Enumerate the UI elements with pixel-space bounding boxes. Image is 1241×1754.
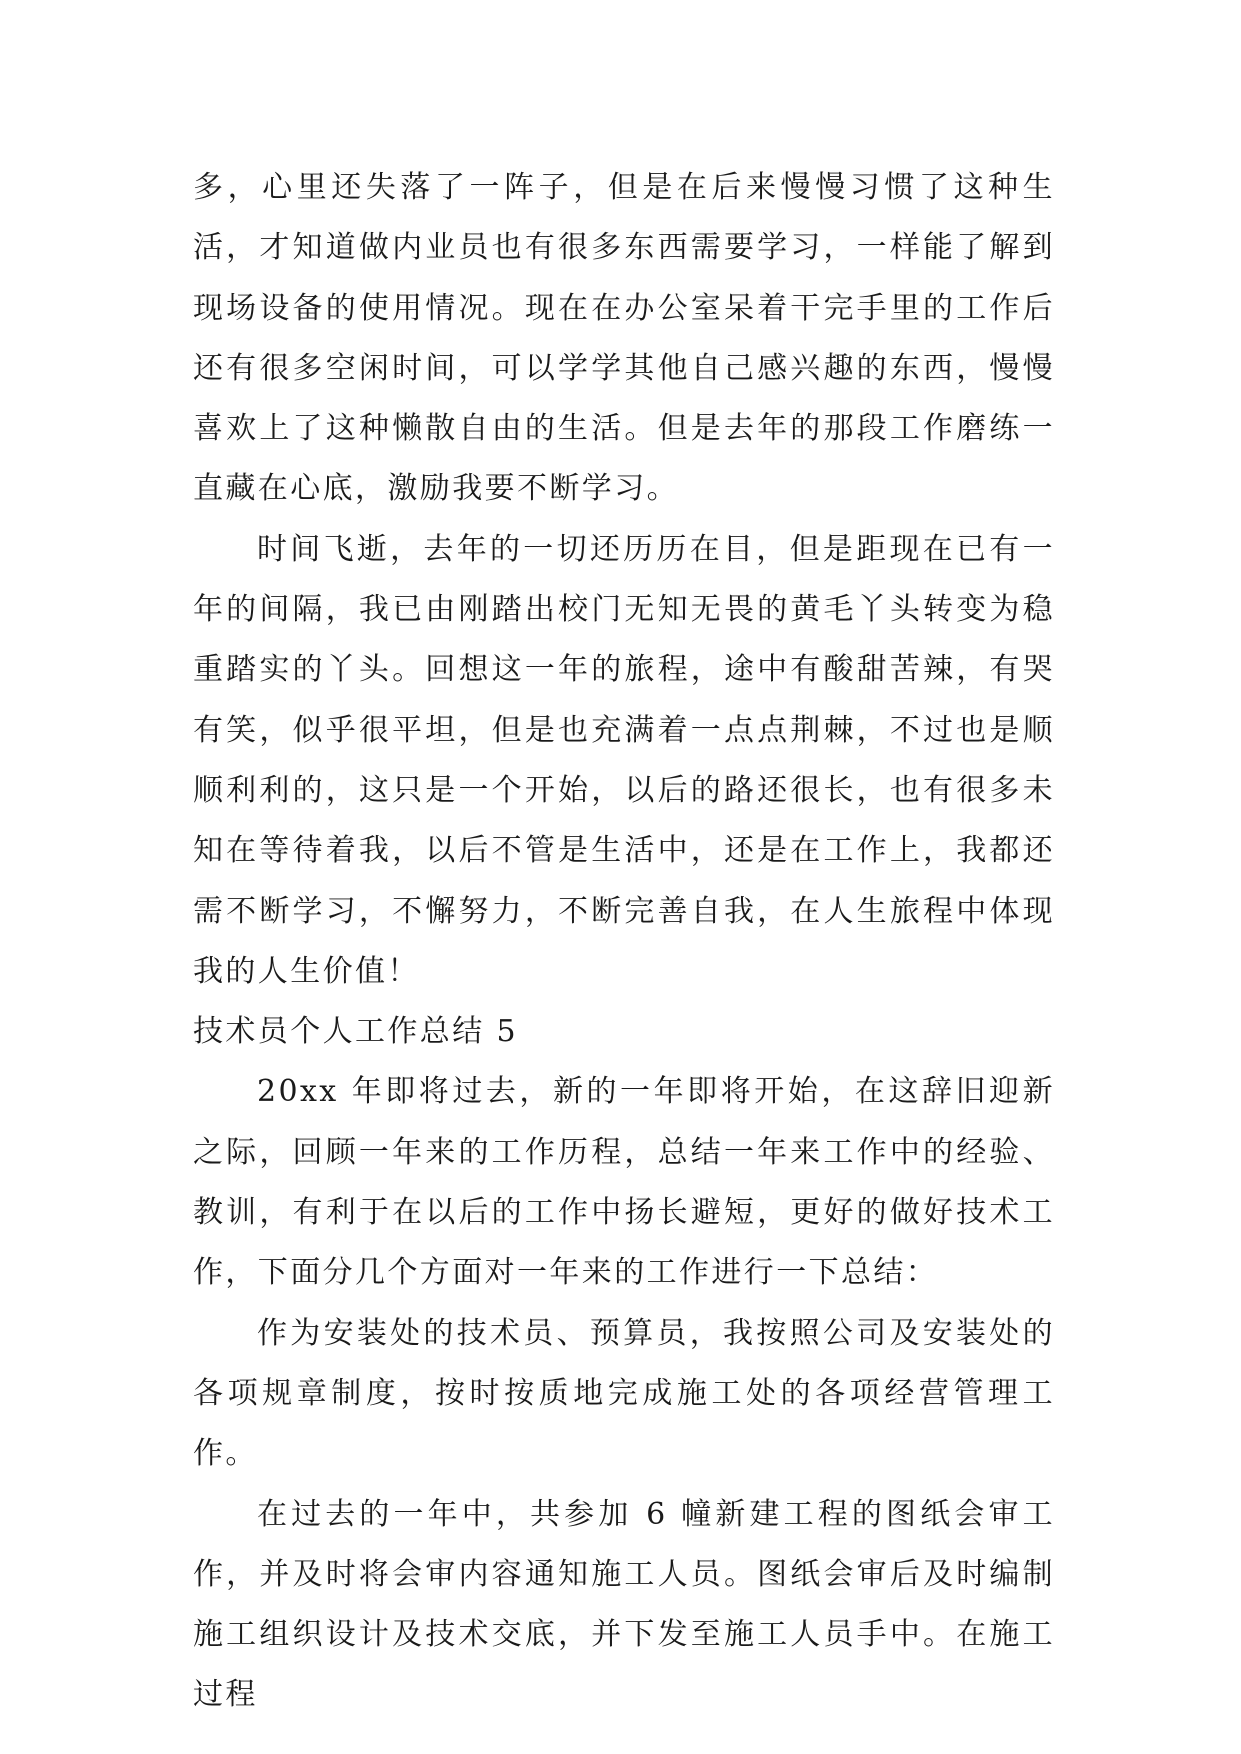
section-title: 技术员个人工作总结 5 [193,1014,519,1050]
paragraph-intro: 20xx 年即将过去，新的一年即将开始，在这辞旧迎新之际，回顾一年来的工作历程，总结一年来工作中的经验、教训，有利于在以后的工作中扬长避短，更好的做好技术工作，下面分几个方面对一年来的工作进行一下总结： [193,1074,1055,1291]
paragraph-continued: 多，心里还失落了一阵子，但是在后来慢慢习惯了这种生活，才知道做内业员也有很多东西需要学习，一样能了解到现场设备的使用情况。现在在办公室呆着干完手里的工作后还有很多空闲时间，可以学学其他自己感兴趣的东西，慢慢喜欢上了这种懒散自由的生活。但是去年的那段工作磨练一直藏在心底，激励我要不断学习。 [193,170,1055,507]
paragraph-reflection: 时间飞逝，去年的一切还历历在目，但是距现在已有一年的间隔，我已由刚踏出校门无知无畏的黄毛丫头转变为稳重踏实的丫头。回想这一年的旅程，途中有酸甜苦辣，有哭有笑，似乎很平坦，但是也充满着一点点荆棘，不过也是顺顺利利的，这只是一个开始，以后的路还很长，也有很多未知在等待着我，以后不管是生活中，还是在工作上，我都还需不断学习，不懈努力，不断完善自我，在人生旅程中体现我的人生价值！ [193,531,1055,989]
paragraph-role: 作为安装处的技术员、预算员，我按照公司及安装处的各项规章制度，按时按质地完成施工处的各项经营管理工作。 [193,1315,1055,1472]
document-body [193,158,1055,1726]
paragraph-drawing-review: 在过去的一年中，共参加 6 幢新建工程的图纸会审工作，并及时将会审内容通知施工人员。图纸会审后及时编制施工组织设计及技术交底，并下发至施工人员手中。在施工过程 [193,1496,1055,1713]
